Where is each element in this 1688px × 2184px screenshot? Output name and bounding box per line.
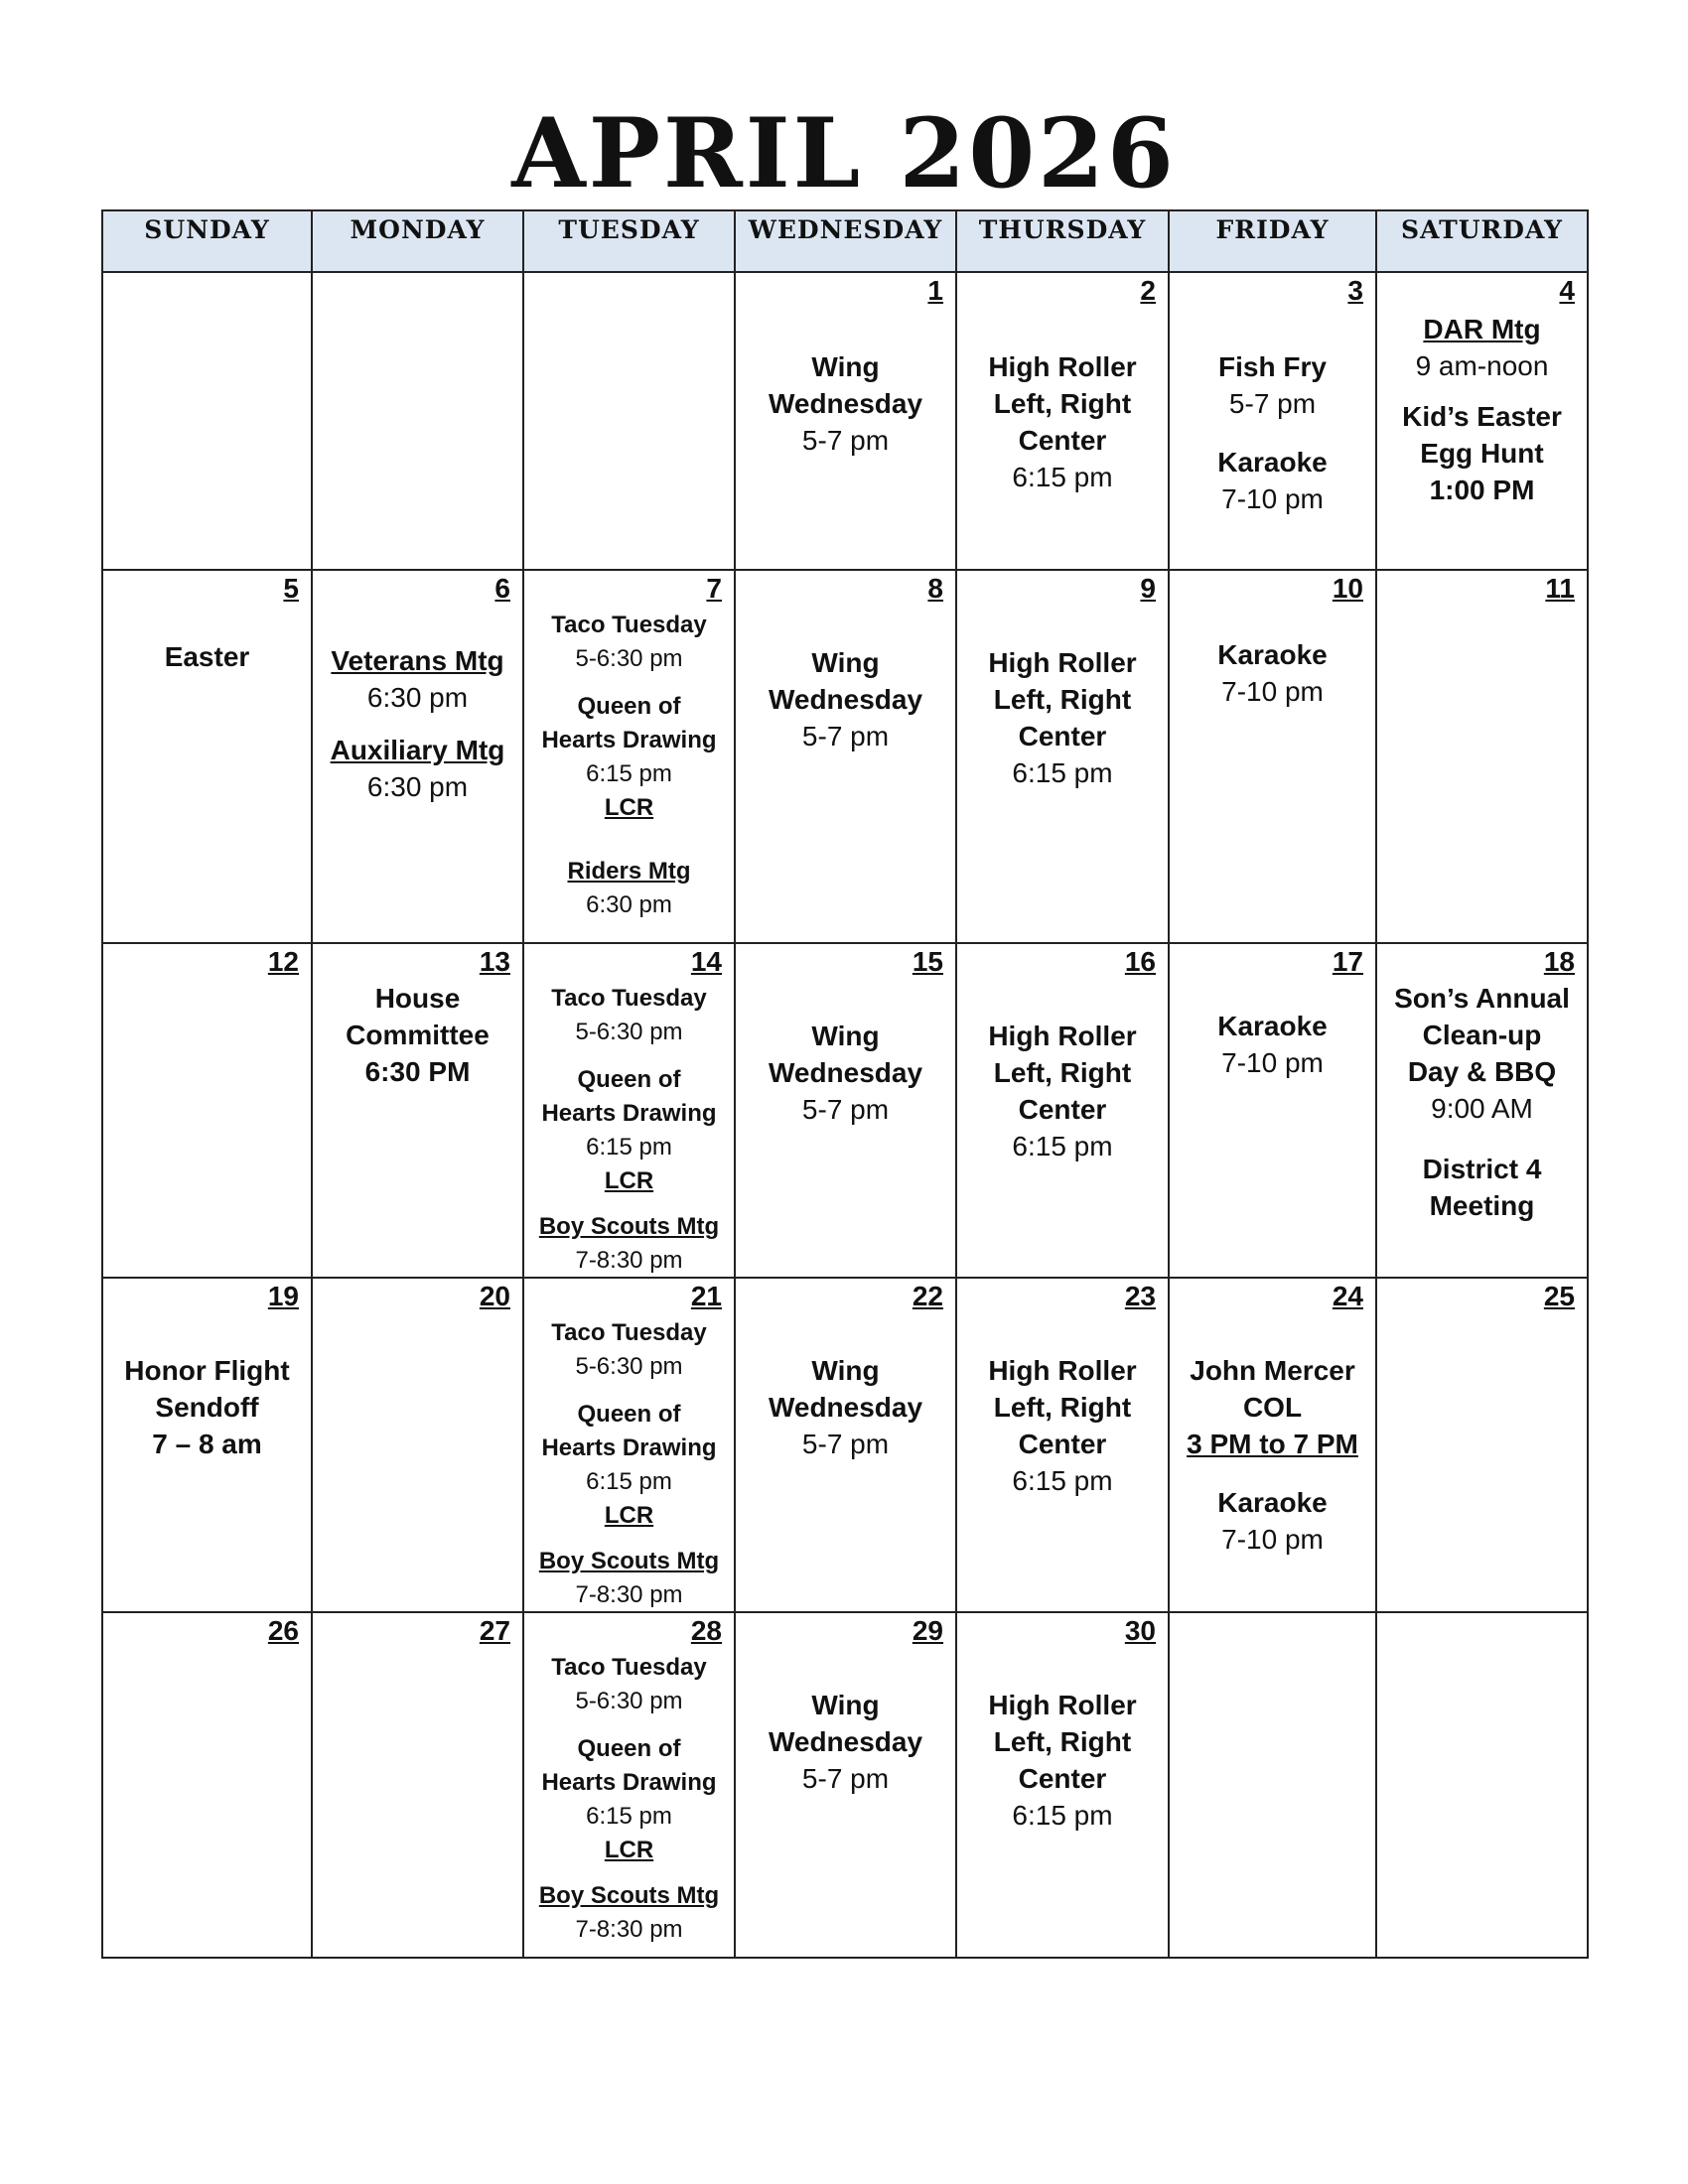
event-title: Hearts Drawing xyxy=(541,1100,717,1127)
week-row xyxy=(102,1612,1588,1958)
event-title: Hearts Drawing xyxy=(541,1769,717,1796)
day-cell xyxy=(1376,272,1588,570)
event-title: Wednesday xyxy=(768,1057,923,1088)
event-title: Wing xyxy=(811,1021,880,1051)
day-cell xyxy=(312,1612,523,1958)
event-title: Wednesday xyxy=(768,1392,923,1423)
day-cell xyxy=(1376,570,1588,943)
weekday-header-row xyxy=(102,210,1588,272)
day-cell xyxy=(956,570,1169,943)
event-time: 1:00 PM xyxy=(1429,475,1535,505)
event-title: Center xyxy=(1018,1094,1107,1125)
day-events xyxy=(957,644,1168,791)
event-title: COL xyxy=(1242,1392,1303,1423)
event-time: 6:15 pm xyxy=(1012,1131,1113,1161)
day-events xyxy=(1377,311,1587,508)
event-title: Wing xyxy=(811,1690,880,1720)
event-time: 7-8:30 pm xyxy=(575,1247,683,1274)
event-time: 5-6:30 pm xyxy=(575,645,683,672)
day-number: 5 xyxy=(283,573,299,604)
weekday-sunday: SUNDAY xyxy=(102,210,312,272)
event-title: Karaoke xyxy=(1217,1011,1328,1041)
day-number: 18 xyxy=(1543,946,1575,977)
day-cell xyxy=(956,943,1169,1278)
event-time: 6:15 pm xyxy=(586,1134,672,1160)
day-cell xyxy=(312,570,523,943)
event-time: 6:15 pm xyxy=(586,760,672,787)
day-cell xyxy=(956,1278,1169,1612)
event-title: Kid’s Easter xyxy=(1402,401,1562,432)
event-title: Left, Right xyxy=(993,1057,1132,1088)
event-title: District 4 xyxy=(1422,1154,1542,1184)
event-title: DAR Mtg xyxy=(1423,314,1541,344)
event-title: John Mercer xyxy=(1190,1355,1355,1386)
day-events xyxy=(313,642,522,805)
event-title: Karaoke xyxy=(1217,1487,1328,1518)
event-title: Hearts Drawing xyxy=(541,1434,717,1461)
day-number: 16 xyxy=(1124,946,1156,977)
event-time: 6:30 pm xyxy=(366,682,469,713)
event-time: 6:15 pm xyxy=(1012,462,1113,492)
event-title: Wing xyxy=(811,1355,880,1386)
event-title: Taco Tuesday xyxy=(551,1654,707,1681)
event-title: Wednesday xyxy=(768,388,923,419)
day-events xyxy=(736,348,955,459)
day-number: 26 xyxy=(267,1615,299,1646)
day-number: 2 xyxy=(1140,275,1156,306)
event-time: 7-10 pm xyxy=(1221,1047,1324,1078)
event-time: 5-7 pm xyxy=(801,425,890,456)
day-number: 13 xyxy=(479,946,510,977)
day-number: 7 xyxy=(706,573,722,604)
weekday-wednesday: WEDNESDAY xyxy=(735,210,956,272)
day-events xyxy=(957,1352,1168,1499)
day-events xyxy=(524,982,734,1278)
event-time: 9:00 AM xyxy=(1431,1093,1533,1124)
event-title: House xyxy=(374,983,461,1014)
event-title: Left, Right xyxy=(993,684,1132,715)
day-number: 4 xyxy=(1559,275,1575,306)
day-number: 11 xyxy=(1545,573,1575,604)
event-title: Center xyxy=(1018,1763,1107,1794)
day-cell xyxy=(312,1278,523,1612)
day-cell xyxy=(735,272,956,570)
event-title: Riders Mtg xyxy=(567,858,691,885)
day-cell xyxy=(102,943,312,1278)
page-title: APRIL 2026 xyxy=(511,97,1177,209)
event-title: High Roller xyxy=(988,1690,1137,1720)
event-time: 6:15 pm xyxy=(1012,1800,1113,1831)
event-time: 7-10 pm xyxy=(1221,483,1324,514)
event-time: 7-8:30 pm xyxy=(575,1581,683,1608)
weekday-thursday: THURSDAY xyxy=(956,210,1169,272)
event-time: 9 am-noon xyxy=(1415,350,1549,381)
event-title: LCR xyxy=(604,794,654,821)
event-title: High Roller xyxy=(988,1355,1137,1386)
day-cell-empty xyxy=(1376,1612,1588,1958)
event-title: Hearts Drawing xyxy=(541,727,717,753)
day-events xyxy=(103,638,311,675)
event-title: Veterans Mtg xyxy=(331,645,504,676)
day-number: 19 xyxy=(267,1281,299,1311)
weekday-monday: MONDAY xyxy=(312,210,523,272)
day-cell xyxy=(523,1278,735,1612)
event-time: 5-7 pm xyxy=(801,1429,890,1459)
event-title: Wednesday xyxy=(768,684,923,715)
week-row xyxy=(102,570,1588,943)
event-title: Taco Tuesday xyxy=(551,985,707,1012)
day-number: 6 xyxy=(494,573,510,604)
day-events xyxy=(313,980,522,1090)
day-cell-empty xyxy=(1169,1612,1376,1958)
week-row xyxy=(102,272,1588,570)
day-events xyxy=(736,644,955,754)
day-cell xyxy=(1169,272,1376,570)
day-number: 30 xyxy=(1124,1615,1156,1646)
day-cell xyxy=(956,1612,1169,1958)
day-events xyxy=(736,1018,955,1128)
event-title: Left, Right xyxy=(993,1726,1132,1757)
day-cell-empty xyxy=(523,272,735,570)
day-cell xyxy=(1376,1278,1588,1612)
day-cell xyxy=(1169,943,1376,1278)
day-cell xyxy=(102,1278,312,1612)
day-cell xyxy=(102,570,312,943)
day-cell xyxy=(523,943,735,1278)
day-cell xyxy=(102,1612,312,1958)
event-title: LCR xyxy=(604,1167,654,1194)
event-time: 6:15 pm xyxy=(1012,757,1113,788)
event-title: Center xyxy=(1018,425,1107,456)
day-cell-empty xyxy=(312,272,523,570)
day-cell xyxy=(735,1278,956,1612)
event-time: 6:15 pm xyxy=(586,1803,672,1830)
day-cell xyxy=(956,272,1169,570)
day-number: 28 xyxy=(690,1615,722,1646)
day-number: 3 xyxy=(1347,275,1363,306)
day-events xyxy=(524,1316,734,1612)
weekday-saturday: SATURDAY xyxy=(1376,210,1588,272)
day-number: 21 xyxy=(690,1281,722,1311)
event-title: Fish Fry xyxy=(1218,351,1327,382)
event-title: Taco Tuesday xyxy=(551,1319,707,1346)
day-cell xyxy=(1376,943,1588,1278)
week-row xyxy=(102,943,1588,1278)
day-events xyxy=(103,1352,311,1462)
event-title: Auxiliary Mtg xyxy=(330,735,505,765)
event-title: Wing xyxy=(811,647,880,678)
event-time: 5-7 pm xyxy=(801,1763,890,1794)
event-title: Egg Hunt xyxy=(1420,438,1544,469)
event-time: 7 – 8 am xyxy=(152,1429,262,1459)
event-title: Boy Scouts Mtg xyxy=(538,1213,720,1240)
event-title: Wednesday xyxy=(768,1726,923,1757)
day-number: 8 xyxy=(927,573,943,604)
day-number: 25 xyxy=(1543,1281,1575,1311)
day-cell xyxy=(523,570,735,943)
day-number: 10 xyxy=(1332,573,1363,604)
event-title: Sendoff xyxy=(155,1392,259,1423)
day-events xyxy=(957,348,1168,495)
day-events xyxy=(1170,1008,1375,1081)
day-cell xyxy=(1169,570,1376,943)
event-title: Queen of xyxy=(577,1066,681,1093)
event-title: Karaoke xyxy=(1217,639,1328,670)
event-title: Left, Right xyxy=(993,1392,1132,1423)
event-title: Queen of xyxy=(577,1401,681,1428)
day-cell xyxy=(523,1612,735,1958)
day-number: 9 xyxy=(1140,573,1156,604)
event-title: Boy Scouts Mtg xyxy=(538,1548,720,1574)
day-number: 12 xyxy=(267,946,299,977)
day-number: 15 xyxy=(912,946,943,977)
event-title: LCR xyxy=(604,1502,654,1529)
event-time: 6:30 pm xyxy=(586,891,672,918)
day-number: 20 xyxy=(479,1281,510,1311)
day-number: 14 xyxy=(690,946,722,977)
event-title: Son’s Annual xyxy=(1394,983,1570,1014)
day-events xyxy=(1170,636,1375,710)
event-title: Left, Right xyxy=(993,388,1132,419)
weekday-tuesday: TUESDAY xyxy=(523,210,735,272)
day-number: 17 xyxy=(1332,946,1363,977)
event-title: High Roller xyxy=(988,647,1137,678)
day-events xyxy=(736,1687,955,1797)
event-title: Day & BBQ xyxy=(1407,1056,1557,1087)
event-time: 5-7 pm xyxy=(801,1094,890,1125)
event-title: Karaoke xyxy=(1217,447,1328,478)
weekday-friday: FRIDAY xyxy=(1169,210,1376,272)
week-row xyxy=(102,1278,1588,1612)
event-time: 5-6:30 pm xyxy=(575,1019,683,1045)
day-events xyxy=(1377,980,1587,1224)
event-time: 5-6:30 pm xyxy=(575,1353,683,1380)
event-title: Boy Scouts Mtg xyxy=(538,1882,720,1909)
day-events xyxy=(957,1018,1168,1164)
event-title: Easter xyxy=(164,641,250,672)
day-cell-empty xyxy=(102,272,312,570)
event-title: Meeting xyxy=(1429,1190,1535,1221)
event-title: Clean-up xyxy=(1422,1020,1542,1050)
event-time: 6:30 pm xyxy=(366,771,469,802)
day-cell xyxy=(735,943,956,1278)
day-number: 1 xyxy=(927,275,943,306)
event-time: 5-6:30 pm xyxy=(575,1688,683,1714)
event-time: 7-10 pm xyxy=(1221,1524,1324,1555)
event-title: High Roller xyxy=(988,1021,1137,1051)
calendar-grid xyxy=(101,209,1589,1959)
event-time: 5-7 pm xyxy=(801,721,890,751)
day-cell xyxy=(735,570,956,943)
day-events xyxy=(736,1352,955,1462)
day-number: 22 xyxy=(912,1281,943,1311)
event-time: 6:15 pm xyxy=(1012,1465,1113,1496)
day-events xyxy=(524,609,734,922)
event-time: 6:15 pm xyxy=(586,1468,672,1495)
event-time: 7-10 pm xyxy=(1221,676,1324,707)
event-title: Queen of xyxy=(577,693,681,720)
event-title: Center xyxy=(1018,721,1107,751)
day-number: 24 xyxy=(1332,1281,1363,1311)
day-cell xyxy=(312,943,523,1278)
event-title: Taco Tuesday xyxy=(551,612,707,638)
event-time: 3 PM to 7 PM xyxy=(1187,1429,1358,1459)
day-number: 29 xyxy=(912,1615,943,1646)
day-number: 23 xyxy=(1124,1281,1156,1311)
day-number: 27 xyxy=(479,1615,510,1646)
day-events xyxy=(1170,348,1375,517)
day-cell xyxy=(1169,1278,1376,1612)
event-time: 5-7 pm xyxy=(1228,388,1317,419)
day-events xyxy=(1170,1352,1375,1558)
day-events xyxy=(524,1651,734,1947)
event-time: 7-8:30 pm xyxy=(575,1916,683,1943)
event-title: Committee xyxy=(346,1020,490,1050)
event-title: High Roller xyxy=(988,351,1137,382)
event-title: LCR xyxy=(604,1837,654,1863)
day-events xyxy=(957,1687,1168,1834)
event-title: Center xyxy=(1018,1429,1107,1459)
event-title: Queen of xyxy=(577,1735,681,1762)
day-cell xyxy=(735,1612,956,1958)
event-title: Wing xyxy=(811,351,880,382)
event-time: 6:30 PM xyxy=(364,1056,471,1087)
event-title: Honor Flight xyxy=(124,1355,290,1386)
